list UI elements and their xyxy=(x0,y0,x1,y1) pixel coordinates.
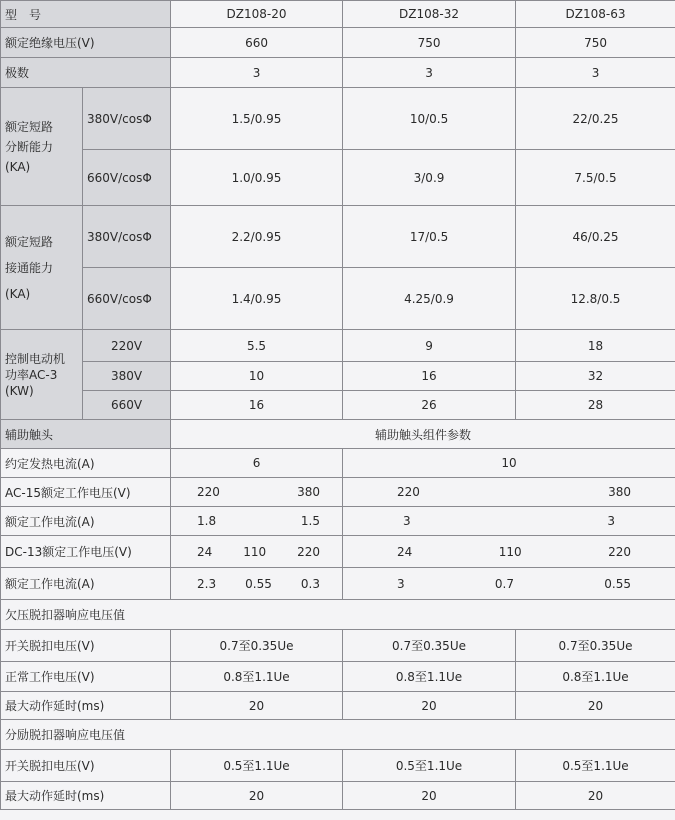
cell xyxy=(343,536,675,568)
insulation-label: 额定绝缘电压(V) xyxy=(1,28,171,58)
cell: 7.5/0.5 xyxy=(516,150,675,206)
model-dz108-63: DZ108-63 xyxy=(516,1,675,28)
shunt-section: 分励脱扣器响应电压值 xyxy=(1,720,675,750)
cell xyxy=(343,478,675,507)
value: 0.55 xyxy=(245,576,272,591)
cell: 0.7至0.35Ue xyxy=(171,630,343,662)
cell: 3 xyxy=(343,58,516,88)
cell: 5.5 xyxy=(171,330,343,362)
cell: 20 xyxy=(171,782,343,810)
motor-label xyxy=(1,330,83,420)
row-label: DC-13额定工作电压(V) xyxy=(1,536,171,568)
table-row xyxy=(1,720,675,750)
cell: 10 xyxy=(343,449,675,478)
aux-title: 辅助触头组件参数 xyxy=(171,420,675,449)
cell: 16 xyxy=(343,362,516,391)
cell xyxy=(171,478,343,507)
cell: 20 xyxy=(516,692,675,720)
cell: 0.8至1.1Ue xyxy=(171,662,343,692)
cell: 0.7至0.35Ue xyxy=(343,630,516,662)
cell: 10/0.5 xyxy=(343,88,516,150)
table-row xyxy=(1,536,675,568)
cell: 0.5至1.1Ue xyxy=(516,750,675,782)
table-row xyxy=(1,750,675,782)
row-label: 额定工作电流(A) xyxy=(1,568,171,600)
value: 220 xyxy=(397,485,420,499)
cell: 3/0.9 xyxy=(343,150,516,206)
table-row xyxy=(1,330,675,362)
value: 24 xyxy=(197,544,213,559)
row-label: 正常工作电压(V) xyxy=(1,662,171,692)
table-row xyxy=(1,630,675,662)
table-row xyxy=(1,600,675,630)
aux-label: 辅助触头 xyxy=(1,420,171,449)
cell: 0.8至1.1Ue xyxy=(343,662,516,692)
cell: 9 xyxy=(343,330,516,362)
undervoltage-section: 欠压脱扣器响应电压值 xyxy=(1,600,675,630)
sub-label: 660V/cosΦ xyxy=(83,150,171,206)
cell: 1.0/0.95 xyxy=(171,150,343,206)
cell: 20 xyxy=(343,782,516,810)
label-line: 分断能力 xyxy=(5,139,54,154)
row-label: 约定发热电流(A) xyxy=(1,449,171,478)
breaking-label xyxy=(1,88,83,206)
cell: 1.5/0.95 xyxy=(171,88,343,150)
value: 24 xyxy=(397,544,413,559)
cell: 20 xyxy=(516,782,675,810)
table-row xyxy=(1,420,675,449)
value: 220 xyxy=(297,544,321,559)
table-row xyxy=(1,692,675,720)
value: 1.8 xyxy=(197,514,217,528)
row-label: 开关脱扣电压(V) xyxy=(1,630,171,662)
model-header: 型 号 xyxy=(1,1,171,28)
table-row xyxy=(1,268,675,330)
value: 3 xyxy=(607,514,616,528)
cell xyxy=(343,568,675,600)
cell xyxy=(343,507,675,536)
sub-label: 660V xyxy=(83,391,171,420)
table-row xyxy=(1,662,675,692)
cell: 17/0.5 xyxy=(343,206,516,268)
table-row xyxy=(1,150,675,206)
table-row xyxy=(1,58,675,88)
cell: 750 xyxy=(516,28,675,58)
label-line: 额定短路 xyxy=(5,234,54,249)
value: 110 xyxy=(498,544,522,559)
cell: 20 xyxy=(171,692,343,720)
cell: 3 xyxy=(516,58,675,88)
cell: 0.5至1.1Ue xyxy=(171,750,343,782)
cell: 2.2/0.95 xyxy=(171,206,343,268)
model-dz108-20: DZ108-20 xyxy=(171,1,343,28)
value: 2.3 xyxy=(197,576,217,591)
table-row xyxy=(1,28,675,58)
cell xyxy=(171,507,343,536)
label-line: (KA) xyxy=(5,159,31,174)
value: 0.3 xyxy=(300,576,321,591)
sub-label: 220V xyxy=(83,330,171,362)
cell: 16 xyxy=(171,391,343,420)
cell xyxy=(171,536,343,568)
value: 380 xyxy=(297,485,321,499)
table-row xyxy=(1,391,675,420)
value: 380 xyxy=(608,485,632,499)
cell: 12.8/0.5 xyxy=(516,268,675,330)
sub-label: 660V/cosΦ xyxy=(83,268,171,330)
value: 110 xyxy=(243,544,267,559)
cell: 3 xyxy=(171,58,343,88)
table-row xyxy=(1,206,675,268)
sub-label: 380V/cosΦ xyxy=(83,88,171,150)
value: 1.5 xyxy=(300,514,321,528)
cell: 4.25/0.9 xyxy=(343,268,516,330)
poles-label: 极数 xyxy=(1,58,171,88)
sub-label: 380V xyxy=(83,362,171,391)
table-row xyxy=(1,478,675,507)
value: 0.55 xyxy=(604,576,631,591)
cell: 660 xyxy=(171,28,343,58)
cell: 0.7至0.35Ue xyxy=(516,630,675,662)
value: 220 xyxy=(608,544,632,559)
value: 220 xyxy=(197,485,220,499)
cell: 46/0.25 xyxy=(516,206,675,268)
model-dz108-32: DZ108-32 xyxy=(343,1,516,28)
label-line: 功率AC-3 xyxy=(5,367,58,382)
table-row xyxy=(1,507,675,536)
row-label: AC-15额定工作电压(V) xyxy=(1,478,171,507)
cell: 750 xyxy=(343,28,516,58)
cell: 0.8至1.1Ue xyxy=(516,662,675,692)
row-label: 额定工作电流(A) xyxy=(1,507,171,536)
table-row xyxy=(1,449,675,478)
cell xyxy=(171,568,343,600)
label-line: 额定短路 xyxy=(5,119,54,134)
cell: 6 xyxy=(171,449,343,478)
table-row xyxy=(1,568,675,600)
making-label xyxy=(1,206,83,330)
cell: 26 xyxy=(343,391,516,420)
sub-label: 380V/cosΦ xyxy=(83,206,171,268)
cell: 10 xyxy=(171,362,343,391)
cell: 32 xyxy=(516,362,675,391)
cell: 22/0.25 xyxy=(516,88,675,150)
row-label: 最大动作延时(ms) xyxy=(1,782,171,810)
cell: 28 xyxy=(516,391,675,420)
label-line: 控制电动机 xyxy=(5,351,66,366)
cell: 20 xyxy=(343,692,516,720)
value: 3 xyxy=(397,576,405,591)
cell: 18 xyxy=(516,330,675,362)
table-row xyxy=(1,782,675,810)
row-label: 开关脱扣电压(V) xyxy=(1,750,171,782)
row-label: 最大动作延时(ms) xyxy=(1,692,171,720)
table-row xyxy=(1,1,675,28)
value: 3 xyxy=(403,514,411,528)
cell: 0.5至1.1Ue xyxy=(343,750,516,782)
table-row xyxy=(1,362,675,391)
cell: 1.4/0.95 xyxy=(171,268,343,330)
table-row xyxy=(1,88,675,150)
label-line: (KA) xyxy=(5,286,31,301)
value: 0.7 xyxy=(494,576,515,591)
label-line: 接通能力 xyxy=(5,260,54,275)
label-line: (KW) xyxy=(5,383,34,398)
